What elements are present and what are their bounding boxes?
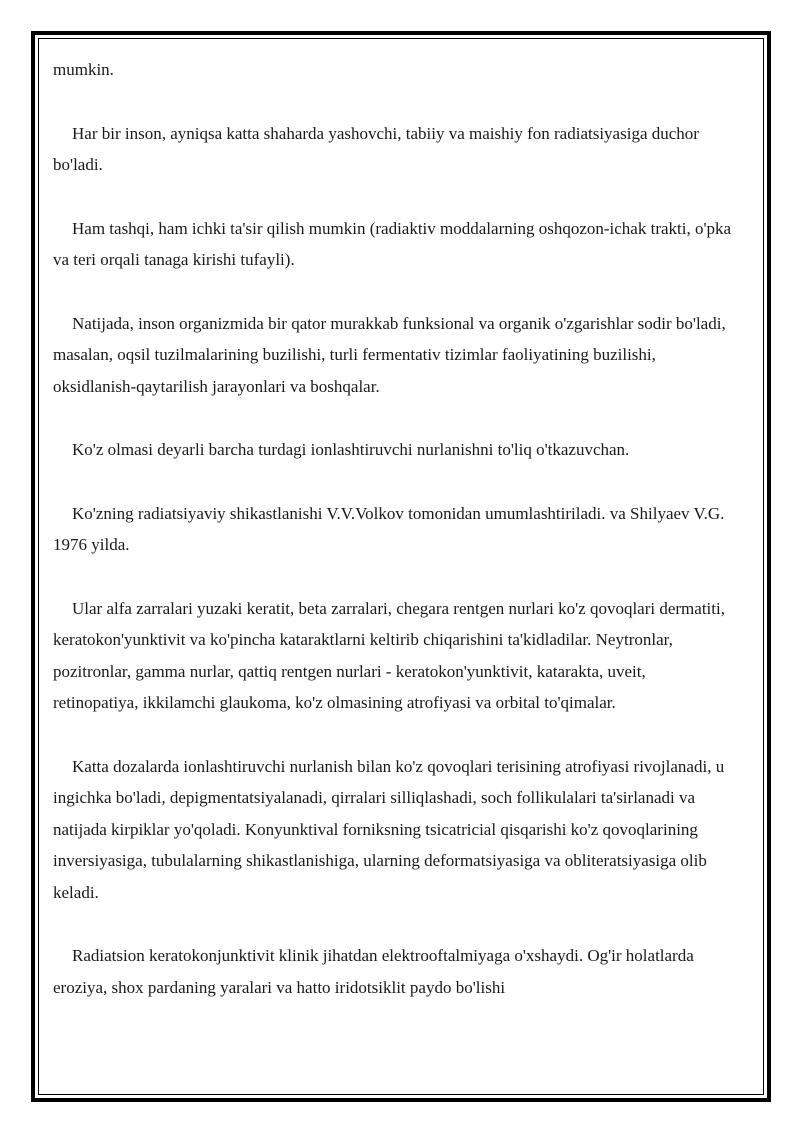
paragraph: Ko'zning radiatsiyaviy shikastlanishi V.V.Volkov tomonidan umumlashtiriladi. va Shilyaev V.G. 1976 yilda. bbox=[53, 503, 725, 554]
paragraph: Ko'z olmasi deyarli barcha turdagi ionlashtiruvchi nurlanishni to'liq o'tkazuvchan. bbox=[72, 440, 630, 459]
paragraph-continuation: mumkin. bbox=[53, 60, 114, 79]
paragraph: Ular alfa zarralari yuzaki keratit, beta zarralari, chegara rentgen nurlari ko'z qovoqlari dermatiti, keratokon'yunktivit va ko'pincha kataraktlarni keltirib chiqarishini ta'kidladilar. Neytronlar, pozitronlar, gamma nurlar, qattiq rentgen nurlari - keratokon'yunktivit, katarakta, uveit, retinopatiya, ikkilamchi glaukoma, ko'z olmasining atrofiyasi va orbital to'qimalar. bbox=[53, 598, 725, 712]
paragraph: Ham tashqi, ham ichki ta'sir qilish mumkin (radiaktiv moddalarning oshqozon-ichak trakti, o'pka va teri orqali tanaga kirishi tufayli). bbox=[53, 218, 732, 269]
document-body bbox=[53, 54, 733, 1035]
paragraph: Radiatsion keratokonjunktivit klinik jihatdan elektrooftalmiyaga o'xshaydi. Og'ir holatlarda eroziya, shox pardaning yaralari va hatto iridotsiklit paydo bo'lishi bbox=[53, 946, 694, 997]
paragraph: Natijada, inson organizmida bir qator murakkab funksional va organik o'zgarishlar sodir bo'ladi, masalan, oqsil tuzilmalarining buzilishi, turli fermentativ tizimlar faoliyatining buzilishi, oksidlanish-qaytarilish jarayonlari va boshqalar. bbox=[53, 313, 726, 396]
paragraph: Har bir inson, ayniqsa katta shaharda yashovchi, tabiiy va maishiy fon radiatsiyasiga duchor bo'ladi. bbox=[53, 123, 699, 174]
paragraph: Katta dozalarda ionlashtiruvchi nurlanish bilan ko'z qovoqlari terisining atrofiyasi rivojlanadi, u ingichka bo'ladi, depigmentatsiyalanadi, qirralari silliqlashadi, soch follikulalari ta'sirlanadi va natijada kirpiklar yo'qoladi. Konyunktival forniksning tsicatricial qisqarishi ko'z qovoqlarining inversiyasiga, tubulalarning shikastlanishiga, ularning deformatsiyasiga va obliteratsiyasiga olib keladi. bbox=[53, 756, 725, 902]
